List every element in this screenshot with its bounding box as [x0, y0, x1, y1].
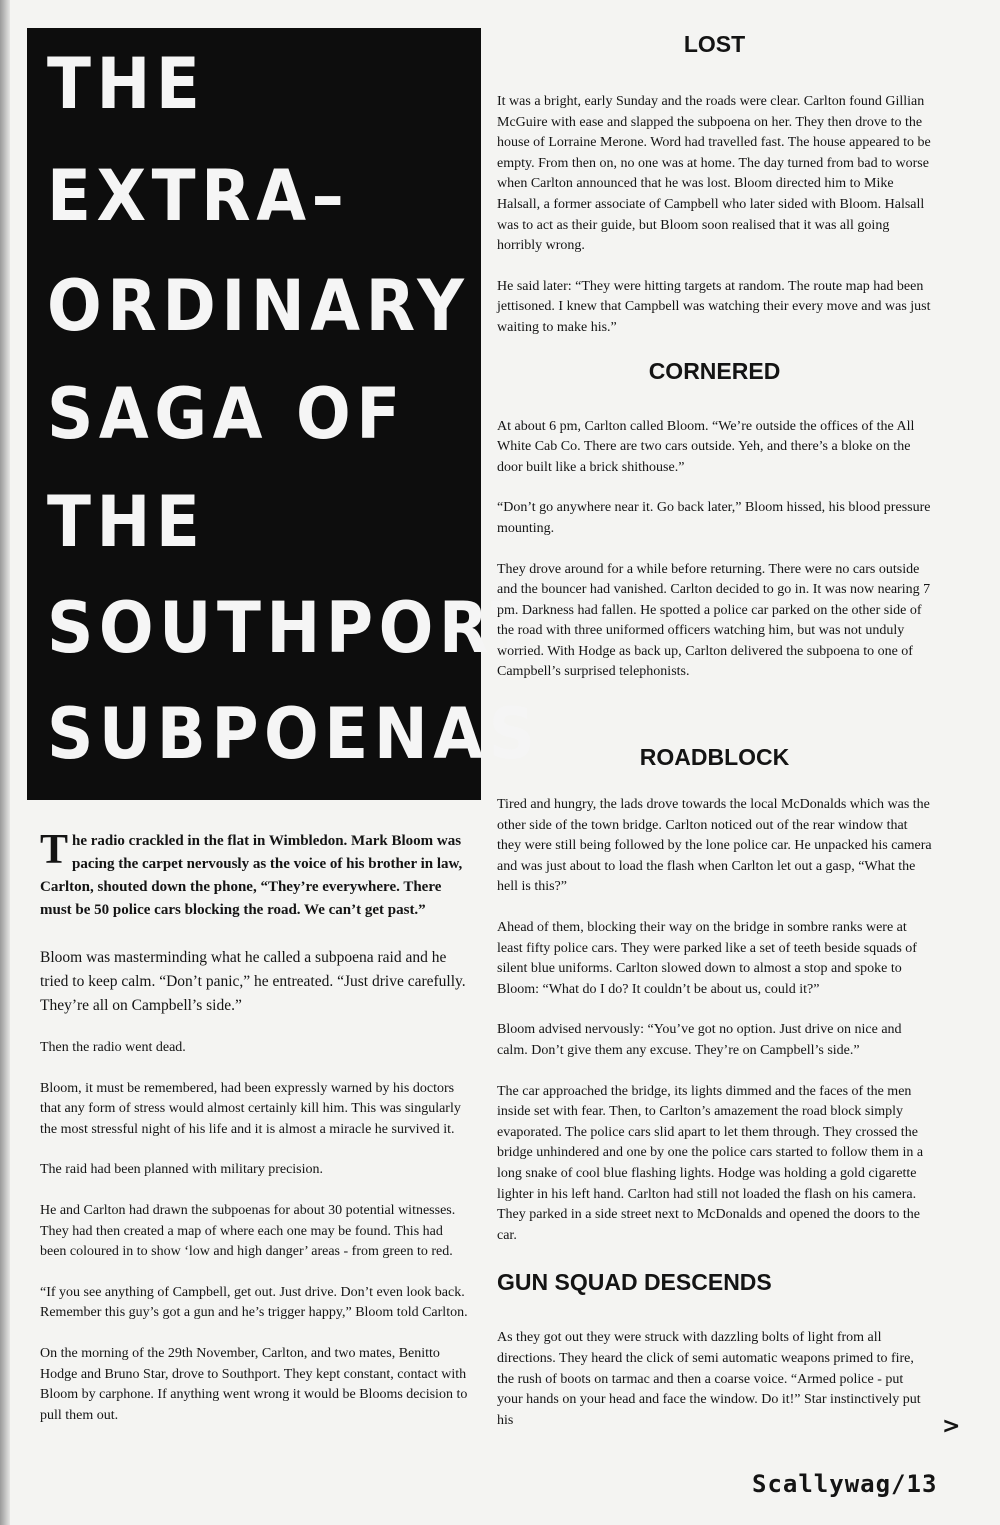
- paragraph: At about 6 pm, Carlton called Bloom. “We’re outside the offices of the All White Cab Co. There are two cars outside. Yeh, and there’s a bloke on the door built like a brick shithouse.”: [497, 418, 915, 475]
- paragraph: He said later: “They were hitting targets at random. The route map had been jettisoned. I knew that Campbell was watching their every move and was just waiting to make his.”: [497, 278, 931, 335]
- paragraph: It was a bright, early Sunday and the roads were clear. Carlton found Gillian McGuire with ease and slapped the subpoena on her. They then drove to the house of Lorraine Merone. Word had travelled fast. The house appeared to be empty. From then on, no one was at home. The day turned from bad to worse when Carlton announced that he was lost. Bloom directed him to Mike Halsall, a former associate of Campbell who later sided with Bloom. Halsall was to act as their guide, but Bloom soon realised that it was all going horribly wrong.: [497, 94, 931, 254]
- headline-line-6: SOUTHPORT: [47, 587, 541, 669]
- continued-arrow-icon: >: [942, 1414, 961, 1439]
- paragraph: Bloom advised nervously: “You’ve got no option. Just drive on nice and calm. Don’t give them any excuse. They’re on Campbell’s side.”: [497, 1022, 902, 1058]
- article-column-left: [40, 827, 472, 1426]
- paragraph: Ahead of them, blocking their way on the bridge in sombre ranks were at least fifty police cars. They were parked like a set of teeth beside squads of silent blue uniforms. Carlton slowed down to almost a stop and spoke to Bloom: “What do I do? It couldn’t be about us, could it?”: [497, 920, 917, 997]
- section-heading-gun-squad: GUN SQUAD DESCENDS: [497, 1269, 772, 1296]
- headline-line-1: THE: [47, 43, 206, 125]
- paragraph: Bloom, it must be remembered, had been expressly warned by his doctors that any form of stress would almost certainly kill him. This was singularly the most stressful night of his life and it is almost a miracle he survived it.: [40, 1080, 461, 1137]
- article-column-right: [497, 30, 932, 1431]
- paragraph: Bloom was masterminding what he called a subpoena raid and he tried to keep calm. “Don’t panic,” he entreated. “Just drive carefully. They’re all on Campbell’s side.”: [40, 949, 466, 1014]
- paragraph: They drove around for a while before returning. There were no cars outside and the bouncer had vanished. Carlton decided to go in. It was now nearing 7 pm. Darkness had fallen. He spotted a police car parked on the other side of the road with three uniformed officers watching him, but was not unduly worried. With Hodge as back up, Carlton delivered the subpoena to one of Campbell’s surprised telephonists.: [497, 561, 931, 680]
- headline-block: [27, 28, 541, 800]
- page-folio: Scallywag/13: [752, 1470, 938, 1498]
- section-heading-cornered: CORNERED: [648, 357, 781, 384]
- paragraph: On the morning of the 29th November, Carlton, and two mates, Benitto Hodge and Bruno Star, drove to Southport. They kept constant, contact with Bloom by carphone. If anything went wrong it would be Blooms decision to pull them out.: [40, 1345, 468, 1423]
- headline-line-2: EXTRA–: [47, 155, 350, 237]
- lead-text: he radio crackled in the flat in Wimbledon. Mark Bloom was pacing the carpet nervously as the voice of his brother in law, Carlton, shouted down the phone, “They’re everywhere. There must be 50 police cars blocking the road. We can’t get past.”: [40, 833, 463, 918]
- paragraph: Tired and hungry, the lads drove towards the local McDonalds which was the other side of the town bridge. Carlton noticed out of the rear window that they were still being followed by the lone police car. He unpacked his camera and was just about to load the flash when Carlton let out a gasp, “What the hell is this?”: [497, 797, 932, 895]
- section-heading-roadblock: ROADBLOCK: [639, 744, 790, 771]
- paragraph: “If you see anything of Campbell, get out. Just drive. Don’t even look back. Remember this guy’s got a gun and he’s trigger happy,” Bloom told Carlton.: [40, 1284, 468, 1321]
- paragraph: “Don’t go anywhere near it. Go back later,” Bloom hissed, his blood pressure mounting.: [497, 500, 931, 536]
- headline-line-3: ORDINARY: [47, 265, 470, 347]
- headline-line-4: SAGA OF: [47, 373, 406, 455]
- section-heading-lost: LOST: [683, 31, 746, 57]
- drop-cap: T: [40, 827, 69, 873]
- paragraph: Then the radio went dead.: [40, 1040, 186, 1055]
- headline-line-5: THE: [47, 481, 206, 563]
- paragraph: The raid had been planned with military precision.: [40, 1162, 324, 1178]
- paragraph: The car approached the bridge, its lights dimmed and the faces of the men inside set with fear. Then, to Carlton’s amazement the road block simply evaporated. The police cars slid apart to let them through. They crossed the bridge unhindered and one by one the police cars started to follow them in a long snake of cool blue flashing lights. Hodge was holding a gold cigarette lighter in his left hand. Carlton had still not loaded the flash on his camera. They parked in a side street next to McDonalds and opened the doors to the car.: [497, 1083, 924, 1243]
- paragraph: He and Carlton had drawn the subpoenas for about 30 potential witnesses. They had then created a map of where each one may be found. This had been coloured in to show ‘low and high danger’ areas - from green to red.: [40, 1202, 456, 1260]
- page-edge-shadow: [0, 0, 10, 1525]
- paragraph: As they got out they were struck with dazzling bolts of light from all directions. They heard the click of semi automatic weapons primed to fire, the rush of boots on tarmac and then a coarse voice. “Armed police - put your hands on your head and face the window. Do it!” Star instinctively put his: [497, 1330, 921, 1428]
- headline-line-7: SUBPOENAS: [47, 693, 541, 775]
- lead-paragraph: [40, 827, 472, 922]
